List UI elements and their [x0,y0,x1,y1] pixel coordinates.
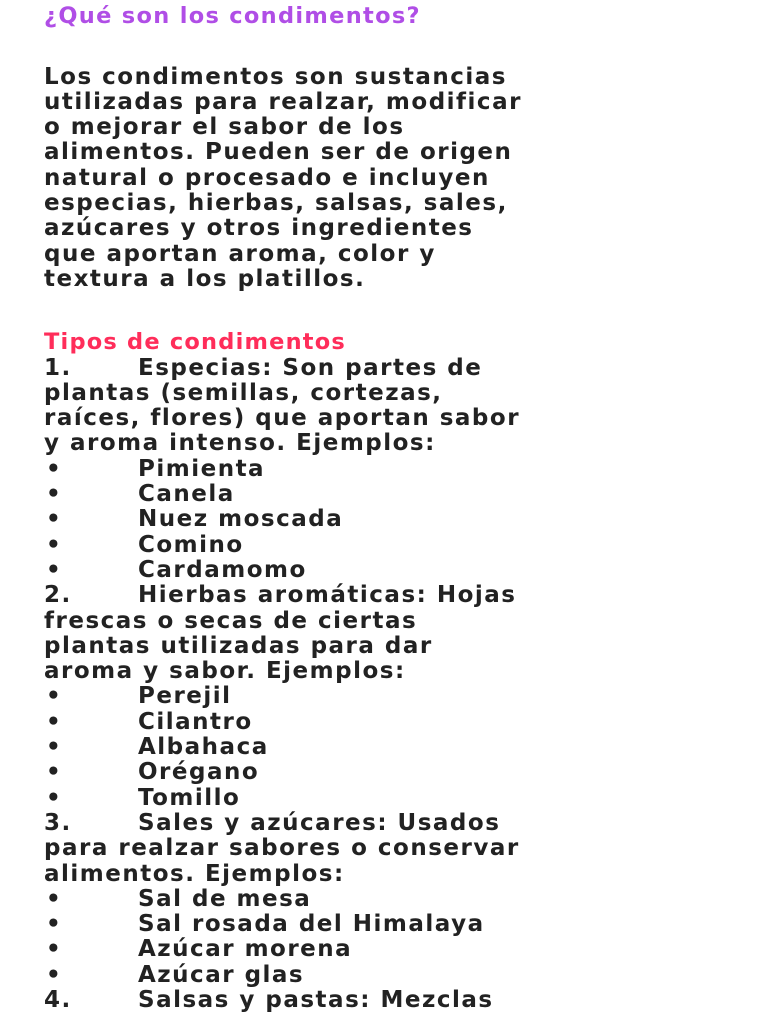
list-number: 4. [44,986,72,1013]
section-title: Tipos de condimentos [44,329,347,356]
intro-line: o mejorar el sabor de los [44,114,405,141]
bullet: • [46,531,63,558]
type-block-sales [44,811,754,988]
list-item-label: Tomillo [138,784,241,811]
list-item [44,887,754,912]
type-block-salsas [44,988,754,1013]
intro-line: alimentos. Pueden ser de origen [44,139,513,166]
type-line: Especias: Son partes de [138,354,483,381]
list-item [44,507,754,532]
bullet: • [46,936,63,963]
list-number: 1. [44,354,72,381]
list-item [44,533,754,558]
list-number: 2. [44,582,72,609]
list-item-label: Pimienta [138,455,266,482]
list-item [44,912,754,937]
list-item [44,457,754,482]
type-line: alimentos. Ejemplos: [44,860,345,887]
list-number: 3. [44,809,72,836]
list-item-label: Azúcar glas [138,961,305,988]
intro-line: azúcares y otros ingredientes [44,215,474,242]
type-heading [44,811,754,836]
list-item-label: Sal de mesa [138,885,312,912]
bullet: • [46,961,63,988]
list-item [44,558,754,583]
bullet: • [46,759,63,786]
intro-line: natural o procesado e incluyen [44,164,490,191]
intro-line: Los condimentos son sustancias [44,63,507,90]
type-line: Salsas y pastas: Mezclas [138,986,494,1013]
bullet: • [46,708,63,735]
page-title: ¿Qué son los condimentos? [44,3,421,29]
type-block-hierbas [44,583,754,811]
bullet: • [46,506,63,533]
type-line: Hierbas aromáticas: Hojas [138,582,517,609]
type-heading [44,988,754,1013]
list-item-label: Cardamomo [138,556,307,583]
type-line: y aroma intenso. Ejemplos: [44,430,436,457]
list-item [44,710,754,735]
intro-line: que aportan aroma, color y [44,240,436,267]
type-line: aroma y sabor. Ejemplos: [44,658,406,685]
bullet: • [46,683,63,710]
list-item [44,786,754,811]
document [44,4,754,1013]
bullet: • [46,455,63,482]
list-item [44,735,754,760]
type-heading [44,583,754,608]
list-item-label: Comino [138,531,244,558]
type-heading [44,356,754,381]
bullet: • [46,734,63,761]
list-item [44,684,754,709]
bullet: • [46,911,63,938]
type-line: para realzar sabores o conservar [44,835,520,862]
list-item-label: Azúcar morena [138,936,353,963]
type-line: frescas o secas de ciertas [44,607,418,634]
list-item [44,937,754,962]
list-item-label: Orégano [138,759,260,786]
type-line: plantas (semillas, cortezas, [44,379,443,406]
bullet: • [46,885,63,912]
type-line: Sales y azúcares: Usados [138,809,501,836]
list-item-label: Sal rosada del Himalaya [138,911,485,938]
list-item-label: Albahaca [138,734,269,761]
list-item [44,760,754,785]
type-line: raíces, flores) que aportan sabor [44,405,521,432]
list-item-label: Perejil [138,683,232,710]
intro-paragraph [44,65,754,293]
list-item-label: Nuez moscada [138,506,344,533]
spacer [44,292,754,330]
intro-line: textura a los platillos. [44,265,366,292]
list-item-label: Canela [138,481,235,508]
list-item [44,963,754,988]
intro-line: especias, hierbas, salsas, sales, [44,190,508,217]
spacer [44,29,754,54]
type-line: plantas utilizadas para dar [44,632,433,659]
bullet: • [46,481,63,508]
bullet: • [46,784,63,811]
intro-line: utilizadas para realzar, modificar [44,88,522,115]
type-block-especias [44,356,754,584]
bullet: • [46,556,63,583]
list-item [44,482,754,507]
list-item-label: Cilantro [138,708,253,735]
